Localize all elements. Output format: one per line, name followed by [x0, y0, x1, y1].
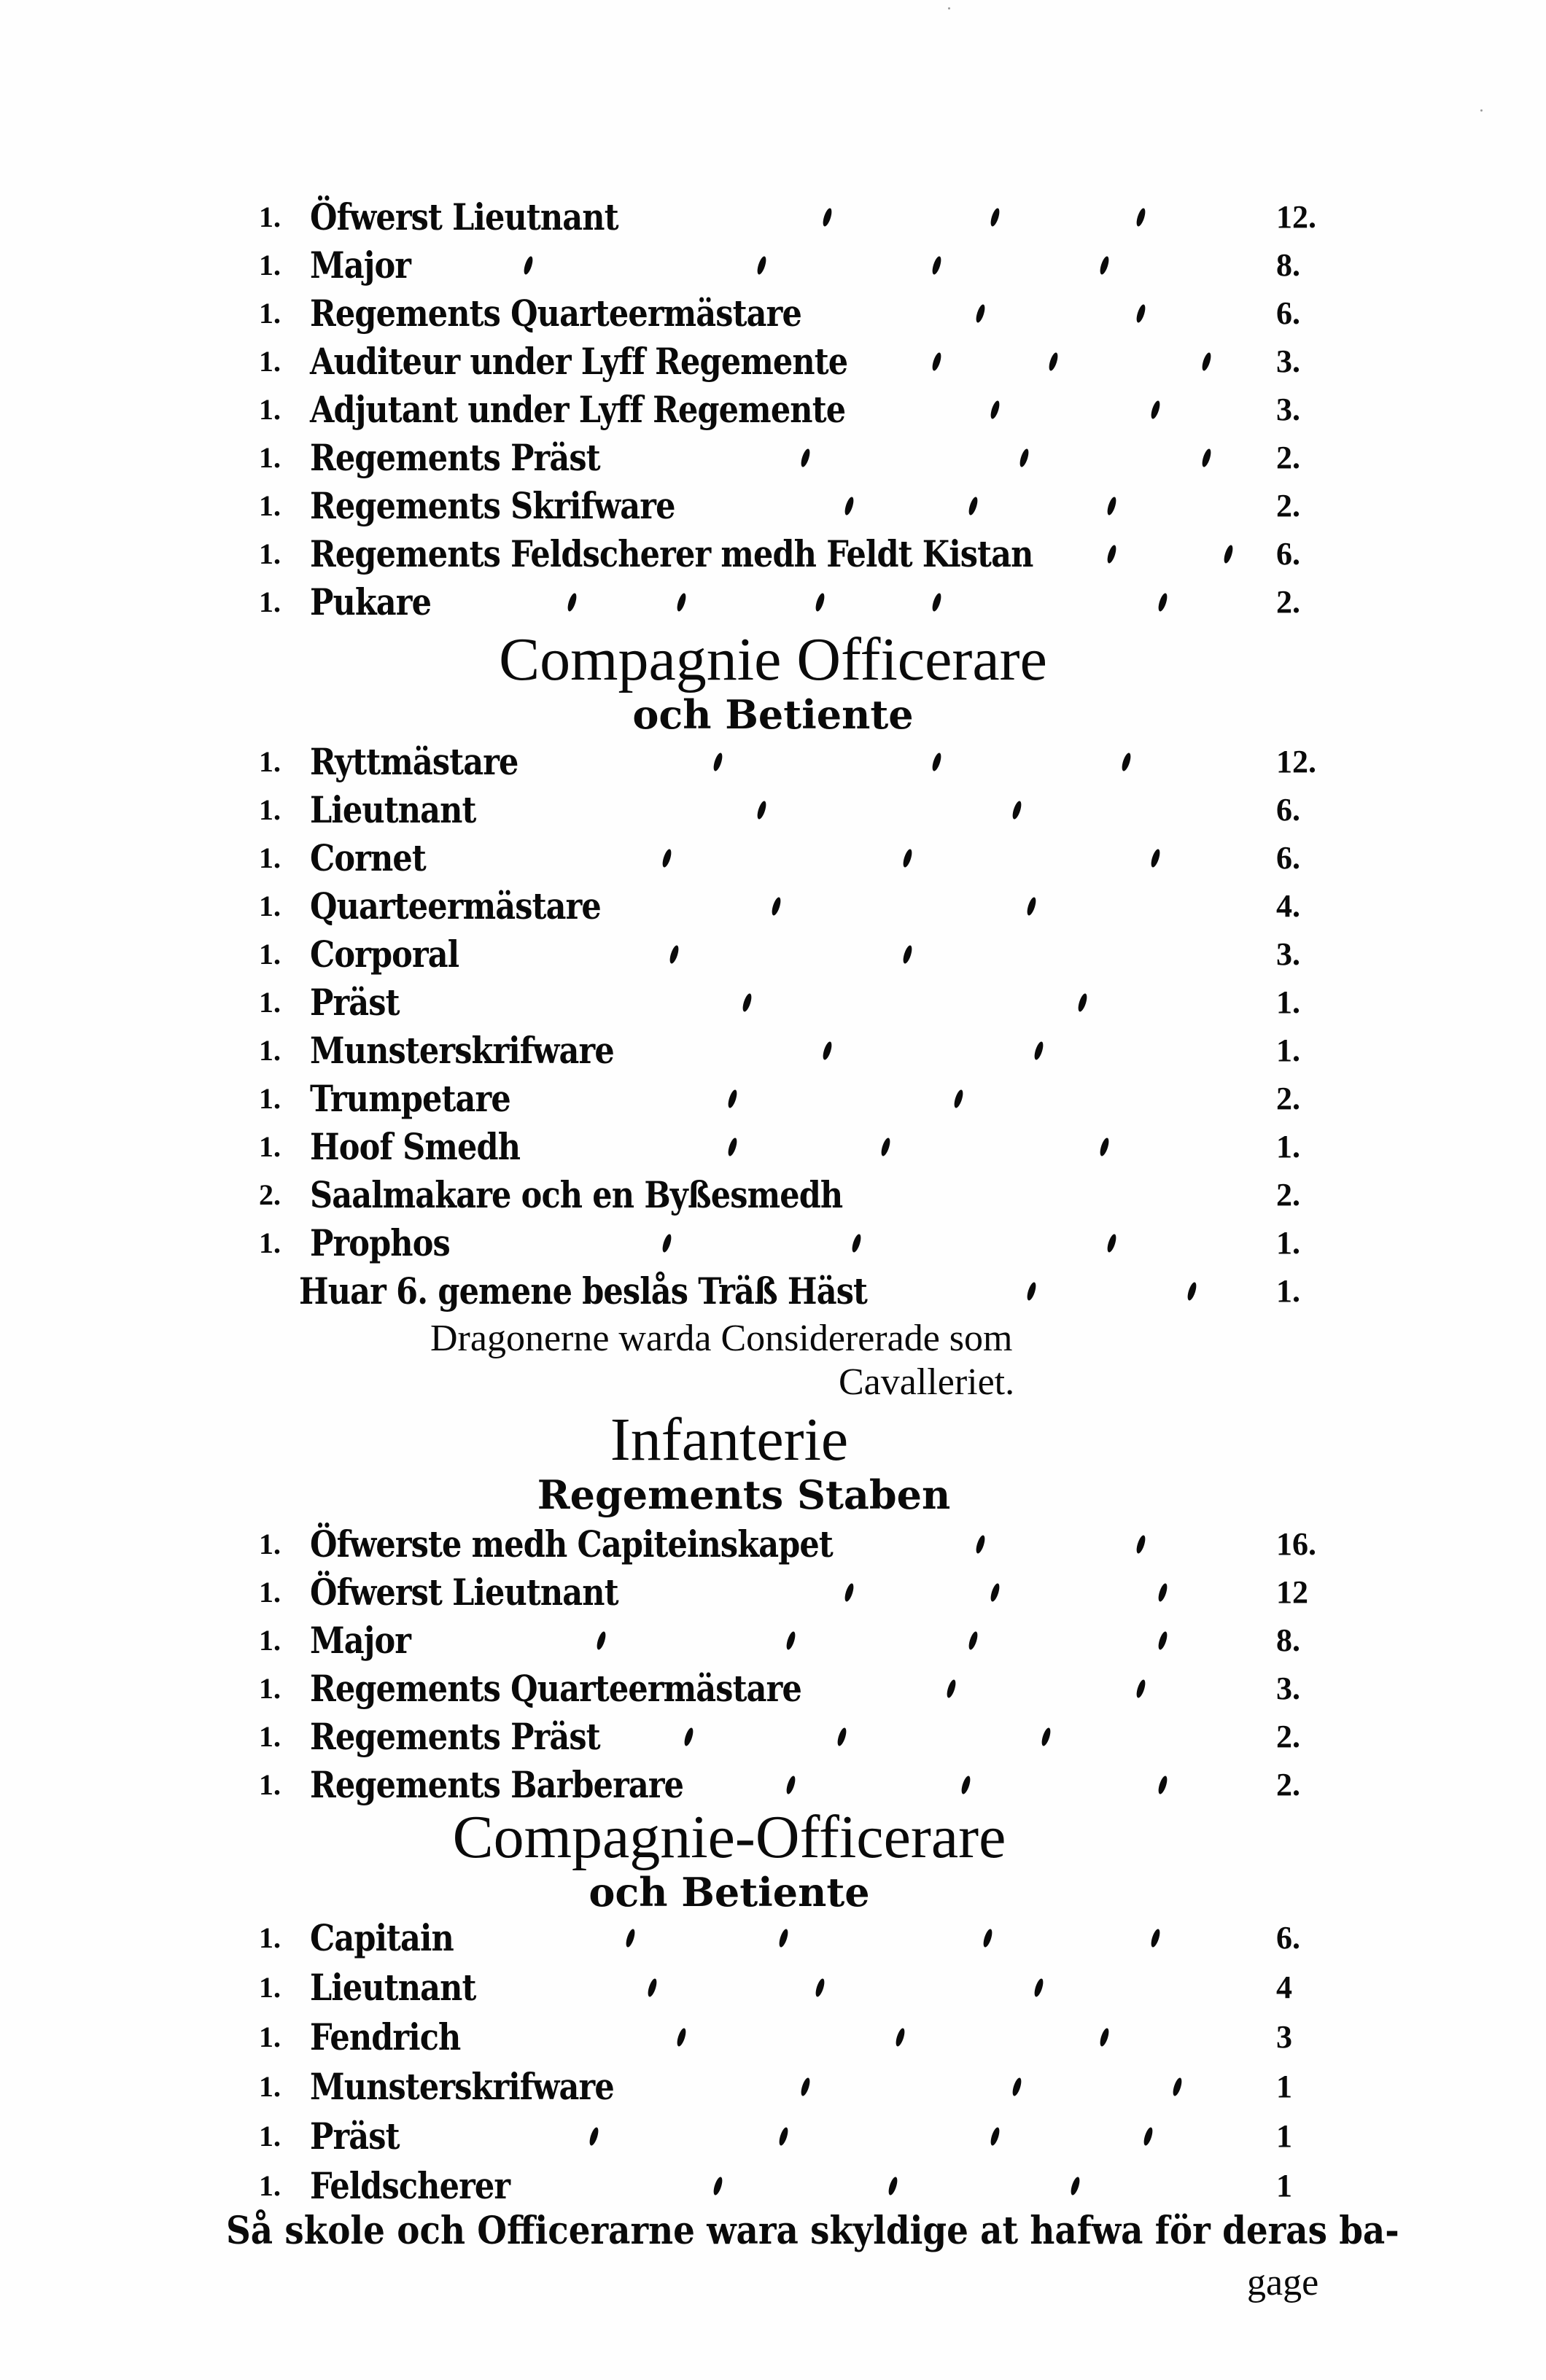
row-label: Major — [310, 1619, 411, 1662]
leader-dot — [1149, 1928, 1162, 1948]
leader-dot — [726, 1137, 739, 1157]
table-row — [0, 2162, 1546, 2210]
leader-dot — [777, 1928, 790, 1948]
row-amount: 2. — [1276, 1081, 1300, 1116]
leader-dot — [1171, 2077, 1184, 2097]
leader-dot — [1149, 400, 1162, 420]
leader-dot — [661, 1233, 673, 1253]
row-label: Fendrich — [310, 2015, 461, 2058]
row-amount: 6. — [1276, 840, 1300, 876]
table-row — [0, 1520, 1546, 1568]
leader-dot — [712, 2176, 724, 2196]
row-amount: 12 — [1276, 1574, 1308, 1610]
row-label: Munsterskrifware — [310, 2065, 614, 2108]
row-count: 1. — [259, 1971, 281, 2004]
leader-dot — [1186, 1281, 1198, 1302]
row-amount: 1. — [1276, 1273, 1300, 1309]
row-label: Ryttmästare — [310, 740, 518, 783]
leader-dot — [989, 2126, 1001, 2147]
leader-dot — [799, 448, 812, 468]
leader-dot — [1142, 2126, 1154, 2147]
table-row — [0, 2063, 1546, 2111]
row-count: 1. — [259, 2021, 281, 2053]
leader-dot — [967, 496, 979, 516]
leader-dot — [1018, 448, 1030, 468]
table-row — [0, 1914, 1546, 1962]
row-count: 1. — [259, 537, 281, 570]
row-amount: 2. — [1276, 488, 1300, 524]
leader-dot — [931, 752, 943, 772]
row-count: 1. — [259, 297, 281, 330]
leader-dot — [624, 1928, 637, 1948]
leader-dot — [1098, 2027, 1111, 2048]
row-amount: 3 — [1276, 2019, 1292, 2055]
leader-dot — [931, 592, 943, 612]
table-row — [0, 434, 1546, 482]
leader-dot — [1098, 255, 1111, 276]
leader-dot — [989, 400, 1001, 420]
table-row — [0, 930, 1546, 979]
table-row — [0, 1964, 1546, 2012]
row-count: 1. — [259, 2169, 281, 2202]
leader-dot — [1069, 2176, 1081, 2196]
row-label: Trumpetare — [310, 1077, 510, 1120]
closing-line2: gage — [1247, 2262, 1319, 2303]
leader-dot — [836, 1727, 848, 1747]
leader-dot — [1106, 496, 1118, 516]
row-amount: 6. — [1276, 536, 1300, 572]
dragoon-note-line1: Dragonerne warda Considererade som — [430, 1318, 1013, 1359]
row-label: Capitain — [310, 1916, 454, 1959]
leader-dot — [901, 848, 914, 868]
leader-dot — [1076, 992, 1089, 1013]
infantry-staff-heading: Regements Staben — [537, 1471, 951, 1518]
leader-dot — [1200, 448, 1213, 468]
row-amount: 3. — [1276, 1671, 1300, 1706]
row-count: 1. — [259, 1921, 281, 1954]
row-count: 1. — [259, 1672, 281, 1705]
row-amount: 1 — [1276, 2069, 1292, 2104]
row-label: Adjutant under Lyff Regemente — [310, 388, 846, 431]
row-label: Präst — [310, 981, 400, 1024]
row-amount: 3. — [1276, 936, 1300, 972]
row-amount: 2. — [1276, 1719, 1300, 1754]
row-count: 1. — [259, 1576, 281, 1609]
leader-dot — [777, 2126, 790, 2147]
leader-dot — [755, 800, 768, 820]
leader-dot — [894, 2027, 906, 2048]
table-row — [0, 882, 1546, 930]
leader-dot — [901, 944, 914, 965]
row-label: Lieutnant — [310, 788, 476, 831]
infantry-title: Infanterie — [610, 1406, 849, 1474]
table-row — [0, 1123, 1546, 1171]
row-amount: 3. — [1276, 343, 1300, 379]
leader-dot — [1098, 1137, 1111, 1157]
leader-dot — [1025, 1281, 1038, 1302]
table-row — [0, 834, 1546, 882]
row-label: Saalmakare och en Byßesmedh — [310, 1173, 843, 1216]
row-label: Huar 6. gemene beslås Träß Häst — [299, 1269, 868, 1312]
row-label: Regements Skrifware — [310, 484, 675, 527]
leader-dot — [1157, 1775, 1169, 1795]
leader-dot — [843, 1582, 855, 1603]
table-row — [0, 241, 1546, 289]
row-amount: 12. — [1276, 744, 1316, 779]
leader-dot — [1033, 1041, 1045, 1061]
leader-dot — [974, 1534, 987, 1555]
leader-dot — [960, 1775, 972, 1795]
leader-dot — [821, 207, 834, 228]
row-count: 1. — [259, 249, 281, 281]
row-amount: 6. — [1276, 295, 1300, 331]
row-amount: 1 — [1276, 2168, 1292, 2204]
leader-dot — [755, 255, 768, 276]
row-count: 1. — [259, 986, 281, 1019]
row-amount: 2. — [1276, 1177, 1300, 1213]
row-label: Regements Quarteermästare — [310, 292, 801, 335]
row-count: 1. — [259, 1528, 281, 1560]
leader-dot — [1157, 1582, 1169, 1603]
leader-dot — [741, 992, 753, 1013]
row-amount: 1. — [1276, 984, 1300, 1020]
leader-dot — [712, 752, 724, 772]
row-amount: 2. — [1276, 440, 1300, 475]
row-label: Prophos — [310, 1221, 450, 1264]
leader-dot — [661, 848, 673, 868]
leader-dot — [814, 592, 826, 612]
row-count: 1. — [259, 586, 281, 618]
table-row — [0, 193, 1546, 241]
table-row — [0, 1713, 1546, 1761]
leader-dot — [770, 896, 782, 917]
leader-dot — [974, 303, 987, 324]
leader-dot — [1135, 303, 1147, 324]
row-count: 1. — [259, 841, 281, 874]
infantry-company-heading: Compagnie-Officerare — [452, 1803, 1006, 1871]
leader-dot — [1135, 1679, 1147, 1699]
row-label: Lieutnant — [310, 1966, 476, 2009]
row-label: Cornet — [310, 836, 426, 879]
row-count: 1. — [259, 1034, 281, 1067]
row-count: 1. — [259, 745, 281, 778]
table-row — [0, 979, 1546, 1027]
leader-dot — [879, 1137, 892, 1157]
table-row — [0, 1568, 1546, 1617]
row-amount: 16. — [1276, 1526, 1316, 1562]
leader-dot — [843, 496, 855, 516]
scan-speck — [948, 7, 950, 9]
table-row — [0, 482, 1546, 530]
row-amount: 4. — [1276, 888, 1300, 924]
leader-dot — [799, 2077, 812, 2097]
leader-dot — [967, 1630, 979, 1651]
row-amount: 6. — [1276, 792, 1300, 828]
leader-dot — [646, 1978, 659, 1998]
row-label: Major — [310, 244, 411, 287]
row-count: 1. — [259, 201, 281, 233]
row-count: 1. — [259, 890, 281, 922]
leader-dot — [522, 255, 535, 276]
leader-dot — [1033, 1978, 1045, 1998]
row-label: Regements Barberare — [310, 1763, 684, 1806]
row-label: Öfwerste medh Capiteinskapet — [310, 1522, 833, 1566]
leader-dot — [1157, 592, 1169, 612]
leader-dot — [1200, 351, 1213, 372]
leader-dot — [668, 944, 680, 965]
row-amount: 12. — [1276, 199, 1316, 235]
row-label: Öfwerst Lieutnant — [310, 1571, 618, 1614]
leader-dot — [785, 1630, 797, 1651]
leader-dot — [887, 2176, 899, 2196]
row-amount: 4 — [1276, 1969, 1292, 2005]
leader-dot — [1149, 848, 1162, 868]
leader-dot — [675, 2027, 688, 2048]
row-label: Regements Feldscherer medh Feldt Kistan — [310, 532, 1033, 575]
table-row — [0, 578, 1546, 626]
leader-dot — [588, 2126, 600, 2147]
leader-dot — [566, 592, 578, 612]
leader-dot — [814, 1978, 826, 1998]
table-row — [0, 530, 1546, 578]
row-amount: 8. — [1276, 1622, 1300, 1658]
leader-dot — [989, 207, 1001, 228]
leader-dot — [1025, 896, 1038, 917]
dragoon-note-line2: Cavalleriet. — [839, 1361, 1015, 1403]
row-count: 1. — [259, 2070, 281, 2103]
row-amount: 2. — [1276, 584, 1300, 620]
infantry-company-subheading: och Betiente — [589, 1869, 870, 1916]
leader-dot — [675, 592, 688, 612]
leader-dot — [931, 255, 943, 276]
row-count: 1. — [259, 2120, 281, 2152]
row-count: 1. — [259, 1624, 281, 1657]
closing-line1: Så skole och Officerarne wara skyldige at hafwa för deras ba- — [226, 2209, 1399, 2253]
leader-dot — [1157, 1630, 1169, 1651]
row-label: Regements Präst — [310, 1715, 600, 1758]
row-amount: 1. — [1276, 1032, 1300, 1068]
row-amount: 6. — [1276, 1920, 1300, 1956]
row-count: 2. — [259, 1178, 281, 1211]
row-label: Pukare — [310, 580, 432, 623]
row-count: 1. — [259, 1768, 281, 1801]
row-label: Auditeur under Lyff Regemente — [310, 340, 848, 383]
scan-speck — [1480, 109, 1483, 112]
row-amount: 3. — [1276, 392, 1300, 427]
table-row — [0, 2013, 1546, 2061]
row-label: Quarteermästare — [310, 884, 601, 928]
row-label: Hoof Smedh — [310, 1125, 521, 1168]
row-count: 1. — [259, 793, 281, 826]
row-amount: 1. — [1276, 1129, 1300, 1164]
leader-dot — [982, 1928, 994, 1948]
row-count: 1. — [259, 1226, 281, 1259]
table-row — [0, 1665, 1546, 1713]
leader-dot — [1011, 800, 1023, 820]
row-amount: 1 — [1276, 2118, 1292, 2154]
leader-dot — [595, 1630, 607, 1651]
table-row — [0, 2112, 1546, 2161]
row-label: Corporal — [310, 933, 459, 976]
row-count: 1. — [259, 441, 281, 474]
table-row — [0, 1171, 1546, 1219]
table-row — [0, 1267, 1546, 1315]
row-count: 1. — [259, 1082, 281, 1115]
row-amount: 2. — [1276, 1767, 1300, 1802]
cavalry-company-heading: Compagnie Officerare — [499, 626, 1047, 693]
row-count: 1. — [259, 1130, 281, 1163]
table-row — [0, 289, 1546, 338]
table-row — [0, 1617, 1546, 1665]
leader-dot — [952, 1089, 965, 1109]
row-amount: 8. — [1276, 247, 1300, 283]
leader-dot — [1222, 544, 1235, 564]
leader-dot — [821, 1041, 834, 1061]
leader-dot — [683, 1727, 695, 1747]
table-row — [0, 338, 1546, 386]
leader-dot — [726, 1089, 739, 1109]
leader-dot — [850, 1233, 863, 1253]
row-label: Munsterskrifware — [310, 1029, 614, 1072]
leader-dot — [1040, 1727, 1052, 1747]
leader-dot — [785, 1775, 797, 1795]
leader-dot — [1011, 2077, 1023, 2097]
row-label: Feldscherer — [310, 2164, 510, 2207]
table-row — [0, 1027, 1546, 1075]
row-amount: 1. — [1276, 1225, 1300, 1261]
row-label: Regements Präst — [310, 436, 600, 479]
leader-dot — [1106, 1233, 1118, 1253]
table-row — [0, 1075, 1546, 1123]
row-count: 1. — [259, 1720, 281, 1753]
cavalry-company-subheading: och Betiente — [632, 691, 914, 738]
leader-dot — [1106, 544, 1118, 564]
table-row — [0, 386, 1546, 434]
leader-dot — [1135, 207, 1147, 228]
row-count: 1. — [259, 345, 281, 378]
leader-dot — [945, 1679, 957, 1699]
row-label: Regements Quarteermästare — [310, 1667, 801, 1710]
row-count: 1. — [259, 489, 281, 522]
leader-dot — [931, 351, 943, 372]
leader-dot — [1120, 752, 1133, 772]
leader-dot — [989, 1582, 1001, 1603]
leader-dot — [1135, 1534, 1147, 1555]
table-row — [0, 738, 1546, 786]
row-count: 1. — [259, 393, 281, 426]
row-label: Präst — [310, 2115, 400, 2158]
row-count: 1. — [259, 938, 281, 971]
leader-dot — [1047, 351, 1060, 372]
row-label: Öfwerst Lieutnant — [310, 195, 618, 238]
table-row — [0, 786, 1546, 834]
table-row — [0, 1219, 1546, 1267]
